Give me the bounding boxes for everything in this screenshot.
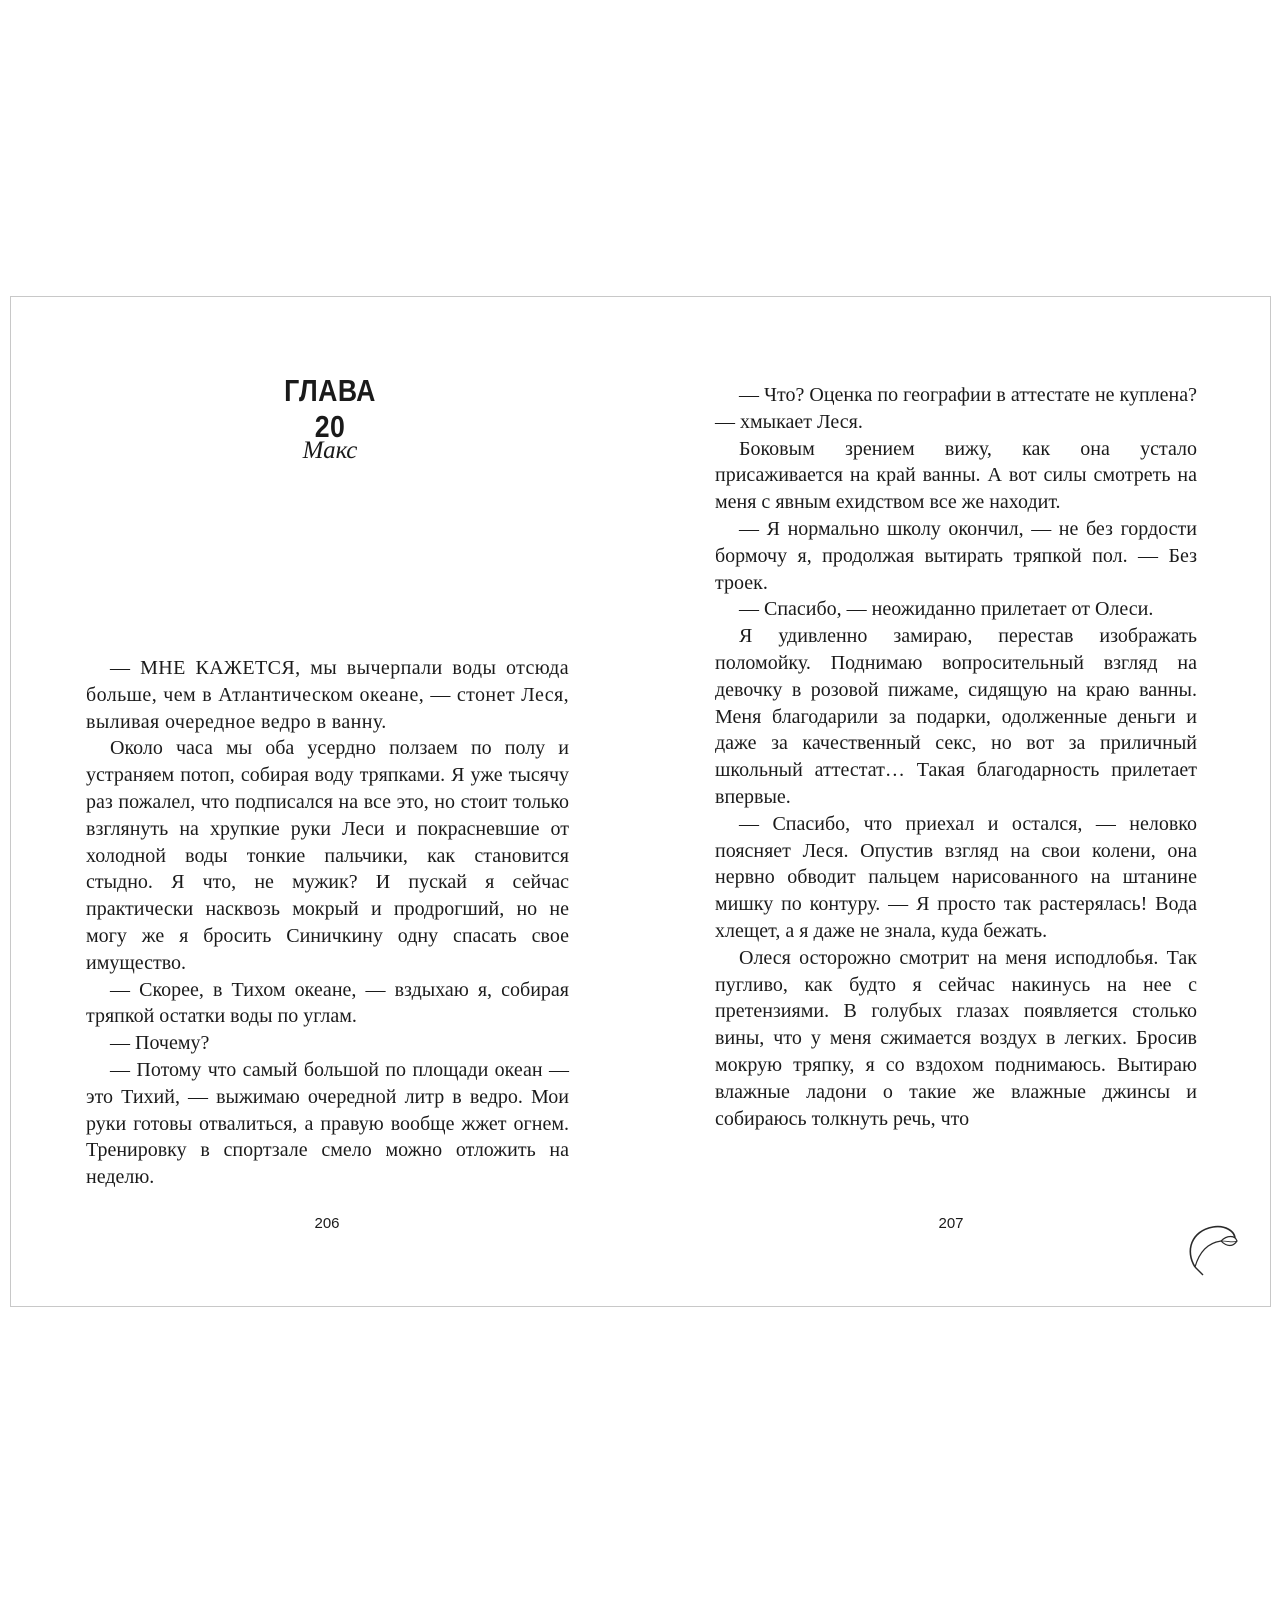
paragraph: Олеся осторожно смотрит на меня исподлобья. Так пугливо, как будто я сейчас накинусь на нее с претензиями. В голубых глазах появляется столько вины, что у меня сжимается воздух в легких. Бросив мокрую тряпку, я со вздохом поднимаюсь. Вытираю влажные ладони о такие же влажные джинсы и собираюсь толкнуть речь, что bbox=[715, 946, 1197, 1130]
left-page-text bbox=[86, 655, 569, 1191]
book-spread bbox=[10, 296, 1271, 1307]
paragraph: — Скорее, в Тихом океане, — вздыхаю я, собирая тряпкой остатки воды по углам. bbox=[86, 978, 569, 1028]
right-page-text bbox=[715, 382, 1197, 1132]
paragraph: — Почему? bbox=[110, 1032, 210, 1055]
paragraph: — Что? Оценка по географии в аттестате не куплена? — хмыкает Леся. bbox=[715, 384, 1197, 433]
right-page bbox=[651, 297, 1271, 1306]
paragraph: — Спасибо, — неожиданно прилетает от Олеси. bbox=[739, 598, 1154, 621]
paragraph: — Спасибо, что приехал и остался, — неловко поясняет Леся. Опустив взгляд на свои колени, она нервно обводит пальцем нарисованного на штанине мишку по контуру. — Я просто так растерялась! Вода хлещет, а я даже не знала, куда бежать. bbox=[715, 812, 1197, 942]
page-number-left: 206 bbox=[314, 1215, 340, 1232]
left-page bbox=[11, 297, 651, 1306]
paragraph: — МНЕ КАЖЕТСЯ, мы вычерпали воды отсюда больше, чем в Атлантическом океане, — стонет Леся, выливая очередное ведро в ванну. bbox=[86, 657, 569, 733]
flower-bud-icon bbox=[1181, 1217, 1241, 1277]
paragraph: — Потому что самый большой по площади океан — это Тихий, — выжимаю очередной литр в ведро. Мои руки готовы отвалиться, а правую вообще жжет огнем. Тренировку в спортзале смело можно отложить на неделю. bbox=[86, 1058, 569, 1189]
paragraph: Я удивленно замираю, перестав изображать поломойку. Поднимаю вопросительный взгляд на девочку в розовой пижаме, сидящую на краю ванны. Меня благодарили за подарки, одолженные деньги и даже за качественный секс, но вот за приличный школьный аттестат… Такая благодарность прилетает впервые. bbox=[715, 625, 1197, 808]
page-number-right: 207 bbox=[938, 1215, 964, 1232]
chapter-title: ГЛАВА 20 bbox=[284, 373, 376, 444]
chapter-subtitle: Макс bbox=[302, 437, 358, 464]
paragraph: — Я нормально школу окончил, — не без гордости бормочу я, продолжая вытирать тряпкой пол. — Без троек. bbox=[715, 517, 1197, 594]
paragraph: Около часа мы оба усердно ползаем по полу и устраняем потоп, собирая воду тряпками. Я уже тысячу раз пожалел, что подписался на все это, но стоит только взглянуть на хрупкие руки Леси и покрасневшие от холодной воды тонкие пальчики, как становится стыдно. Я что, не мужик? И пускай я сейчас практически насквозь мокрый и продрогший, но не могу же я бросить Синичкину одну спасать свое имущество. bbox=[86, 737, 569, 974]
paragraph: Боковым зрением вижу, как она устало присаживается на край ванны. А вот силы смотреть на меня с явным ехидством все же находит. bbox=[715, 437, 1197, 514]
